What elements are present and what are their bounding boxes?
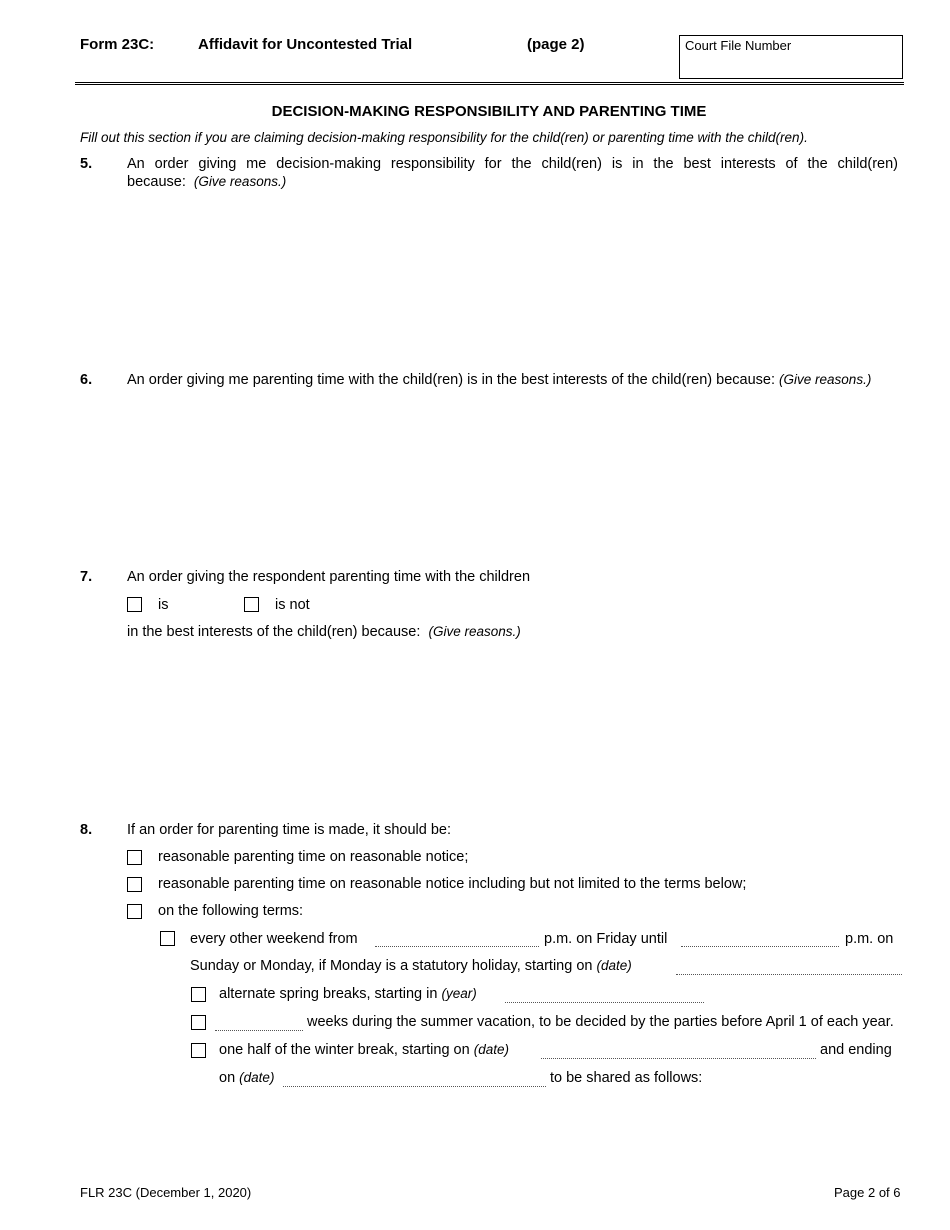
footer-page-number: Page 2 of 6 bbox=[834, 1185, 901, 1200]
weekend-friday-label: p.m. on Friday until bbox=[544, 931, 668, 947]
q7-text: An order giving the respondent parenting time with the children bbox=[127, 569, 531, 585]
q7-text2-line bbox=[127, 624, 521, 640]
q7-text2: in the best interests of the child(ren) because: bbox=[127, 624, 421, 640]
q6-hint: (Give reasons.) bbox=[779, 372, 872, 387]
court-file-label: Court File Number bbox=[685, 38, 792, 53]
weekend-sunday-line bbox=[190, 958, 632, 974]
q8-text: If an order for parenting time is made, it should be: bbox=[127, 822, 452, 838]
q8-opt2-checkbox[interactable] bbox=[127, 877, 142, 892]
winter-end-line bbox=[219, 1070, 274, 1086]
weekend-friday-time-field[interactable] bbox=[375, 946, 539, 947]
q8-opt2-label: reasonable parenting time on reasonable notice including but not limited to the terms below; bbox=[158, 876, 747, 892]
winter-start-date-field[interactable] bbox=[541, 1058, 816, 1059]
section-title: DECISION-MAKING RESPONSIBILITY AND PARENTING TIME bbox=[271, 103, 707, 120]
summer-label: weeks during the summer vacation, to be decided by the parties before April 1 of each year. bbox=[307, 1014, 894, 1030]
q7-is-checkbox[interactable] bbox=[127, 597, 142, 612]
q5-line2 bbox=[127, 174, 286, 190]
q5-because: because: bbox=[127, 174, 186, 190]
form-number: Form 23C: bbox=[80, 36, 155, 53]
q7-is-label: is bbox=[158, 597, 169, 613]
q8-opt1-checkbox[interactable] bbox=[127, 850, 142, 865]
page-label: (page 2) bbox=[527, 36, 585, 53]
q8-opt1-label: reasonable parenting time on reasonable notice; bbox=[158, 849, 469, 865]
weekend-checkbox[interactable] bbox=[160, 931, 175, 946]
spring-year-field[interactable] bbox=[505, 1002, 704, 1003]
winter-shared-label: to be shared as follows: bbox=[550, 1070, 703, 1086]
weekend-start-date-field[interactable] bbox=[676, 974, 902, 975]
q6-number: 6. bbox=[80, 372, 93, 388]
q5-hint: (Give reasons.) bbox=[193, 174, 287, 189]
winter-start-date-hint: (date) bbox=[473, 1042, 509, 1057]
summer-checkbox[interactable] bbox=[191, 1015, 206, 1030]
q5-number: 5. bbox=[80, 156, 93, 172]
winter-checkbox[interactable] bbox=[191, 1043, 206, 1058]
q5-line1: An order giving me decision-making responsibility for the child(ren) is in the best interests of the child(ren) bbox=[127, 156, 898, 172]
weekend-sunday-label: Sunday or Monday, if Monday is a statutory holiday, starting on bbox=[190, 958, 593, 974]
q6-text: An order giving me parenting time with the child(ren) is in the best interests of the child(ren) because: bbox=[127, 372, 775, 388]
winter-start-label: one half of the winter break, starting on bbox=[219, 1042, 470, 1058]
section-instruction: Fill out this section if you are claiming decision-making responsibility for the child(ren) or parenting time with the child(ren). bbox=[80, 130, 808, 145]
q7-is-not-label: is not bbox=[275, 597, 310, 613]
q8-opt3-label: on the following terms: bbox=[158, 903, 304, 919]
winter-end-date-hint: (date) bbox=[239, 1070, 275, 1085]
header-divider bbox=[75, 82, 904, 83]
winter-end-date-field[interactable] bbox=[283, 1086, 546, 1087]
q8-number: 8. bbox=[80, 822, 93, 838]
spring-checkbox[interactable] bbox=[191, 987, 206, 1002]
summer-weeks-field[interactable] bbox=[215, 1030, 303, 1031]
spring-year-hint: (year) bbox=[441, 986, 477, 1001]
q6-text-line bbox=[127, 372, 871, 388]
spring-label: alternate spring breaks, starting in bbox=[219, 986, 438, 1002]
q5-answer-area[interactable] bbox=[127, 195, 898, 355]
q7-number: 7. bbox=[80, 569, 93, 585]
weekend-pm-on-label: p.m. on bbox=[845, 931, 894, 947]
winter-sharing-area[interactable] bbox=[219, 1094, 898, 1164]
q7-is-not-checkbox[interactable] bbox=[244, 597, 259, 612]
q8-opt3-checkbox[interactable] bbox=[127, 904, 142, 919]
q6-answer-area[interactable] bbox=[127, 395, 898, 555]
form-title: Affidavit for Uncontested Trial bbox=[198, 36, 413, 53]
q7-answer-area[interactable] bbox=[127, 648, 898, 808]
court-file-number-box[interactable] bbox=[679, 35, 903, 79]
weekend-date-hint: (date) bbox=[596, 958, 632, 973]
winter-and-ending-label: and ending bbox=[820, 1042, 892, 1058]
winter-on-label: on bbox=[219, 1070, 236, 1086]
q7-hint: (Give reasons.) bbox=[428, 624, 521, 639]
spring-line bbox=[219, 986, 477, 1002]
winter-start-line bbox=[219, 1042, 509, 1058]
weekend-from-label: every other weekend from bbox=[190, 931, 358, 947]
weekend-end-time-field[interactable] bbox=[681, 946, 839, 947]
footer-form-version: FLR 23C (December 1, 2020) bbox=[80, 1185, 252, 1200]
header-divider-2 bbox=[75, 84, 904, 85]
